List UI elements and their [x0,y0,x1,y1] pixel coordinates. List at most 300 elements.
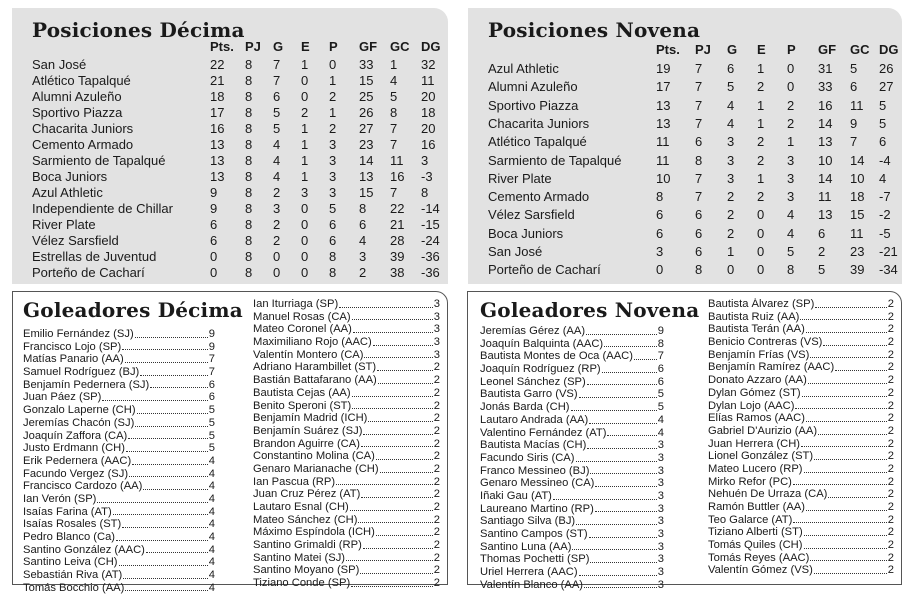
scorer-entry [480,427,664,440]
stat-p: 3 [787,170,795,186]
standings-row [468,78,902,96]
goal-count: 2 [887,348,894,361]
scorer-name: Mirko Refor (PC) [708,475,792,488]
stat-pts: 22 [210,57,225,72]
scorer-entry [480,439,664,452]
goal-count: 5 [208,416,215,429]
column-header-pts: Pts. [656,42,680,57]
goal-count: 4 [208,531,215,543]
standings-decima-panel [12,8,448,284]
scorer-entry [708,412,894,425]
stat-gc: 39 [390,249,405,264]
scorer-name: Teo Galarce (AT) [708,513,793,526]
scorer-entry [480,452,664,465]
scorer-name: Benjamín Suárez (SJ) [253,424,363,437]
stat-gf: 31 [818,61,833,76]
standings-header-row [12,38,448,56]
stat-e: 0 [757,244,765,259]
scorer-entry [23,556,215,569]
scorer-name: Genaro Marianache (CH) [253,462,379,475]
stat-g: 0 [727,262,735,278]
goal-count: 3 [433,323,440,336]
stat-e: 1 [301,153,309,168]
stat-g: 6 [727,61,735,76]
goal-count: 2 [887,310,894,323]
stat-g: 2 [273,185,281,200]
standings-row [468,261,902,279]
stat-dg: -7 [879,189,891,205]
stat-dg: -4 [879,152,891,168]
scorer-name: Elías Ramos (AAC) [708,412,805,425]
scorer-entry [708,450,894,463]
stat-p: 2 [329,121,337,136]
dot-leader [351,586,433,587]
scorer-entry [23,480,215,493]
stat-e: 1 [757,115,765,131]
scorer-name: Tiziano Conde (SP) [253,577,351,590]
stat-gf: 2 [359,265,367,280]
column-header-gf: GF [818,42,837,57]
stat-g: 3 [727,134,735,150]
goal-count: 2 [887,374,894,387]
goal-count: 2 [887,513,894,526]
stat-dg: -34 [879,262,898,278]
goal-count: 3 [657,540,664,553]
scorer-name: Benito Speroni (ST) [253,399,352,412]
scorer-entry [708,438,894,451]
stat-p: 0 [787,61,795,76]
scorer-entry [480,376,664,389]
scorer-name: Bautista Macías (CH) [480,439,587,452]
dot-leader [579,575,657,576]
dot-leader [358,522,432,523]
stat-gc: 5 [850,61,858,76]
dot-leader [595,486,656,487]
stat-pj: 8 [245,73,253,88]
goal-count: 2 [433,564,440,577]
goal-count: 4 [208,581,215,594]
dot-leader [804,472,887,473]
goal-count: 2 [433,361,440,374]
scorer-entry [480,553,664,566]
scorer-name: Manuel Rosas (CA) [253,310,351,323]
stat-gc: 38 [390,265,405,280]
goal-count: 4 [208,543,215,556]
stat-p: 3 [329,185,337,200]
scorer-entry [480,528,664,541]
goal-count: 7 [208,366,215,379]
standings-row [468,170,902,188]
stat-gc: 8 [390,105,398,120]
goal-count: 9 [208,340,215,353]
scorer-name: Juan Herrera (CH) [708,437,801,450]
goal-count: 2 [887,323,894,336]
dot-leader [122,349,208,350]
stat-pts: 19 [656,61,671,76]
stat-p: 4 [787,207,795,223]
stat-p: 5 [787,244,795,259]
goal-count: 2 [887,551,894,564]
stat-g: 4 [727,97,735,113]
stat-e: 1 [757,170,765,186]
goal-count: 3 [657,566,664,579]
standings-row [12,264,448,282]
column-header-e: E [757,42,766,57]
stat-gf: 14 [359,153,374,168]
team-name: Sportivo Piazza [32,105,123,120]
stat-dg: -5 [879,225,891,241]
scorer-entry [708,336,894,349]
stat-g: 1 [727,244,735,259]
dot-leader [590,562,656,563]
stat-p: 2 [787,115,795,131]
column-header-gc: GC [390,39,410,54]
dot-leader [135,337,208,338]
dot-leader [814,573,887,574]
stat-p: 3 [329,169,337,184]
stat-pj: 8 [245,249,253,264]
goal-count: 2 [433,513,440,526]
stat-gc: 1 [390,57,398,72]
scorer-entry [23,442,215,455]
scorers-column [23,328,215,594]
stat-dg: 8 [421,185,429,200]
standings-novena-title: Posiciones Novena [488,18,701,42]
dot-leader [815,307,886,308]
scorer-name: Erik Pedernera (AAC) [23,454,132,467]
dot-leader [373,345,433,346]
stat-dg: -36 [421,249,440,264]
stat-e: 0 [757,207,765,223]
stat-pj: 8 [245,233,253,248]
dot-leader [595,511,657,512]
standings-header-row [468,41,902,59]
dot-leader [113,514,208,515]
stat-gc: 14 [850,152,865,168]
stat-dg: 11 [421,73,435,88]
scorer-entry [708,526,894,539]
stat-e: 0 [757,262,765,278]
dot-leader [806,421,887,422]
stat-pts: 0 [210,249,218,264]
stat-pj: 6 [695,207,703,223]
scorer-name: Leonel Sánchez (SP) [480,375,586,388]
stat-p: 6 [329,217,337,232]
goal-count: 2 [887,450,894,463]
scorer-entry [253,526,440,539]
scorer-entry [253,501,440,514]
stat-pts: 11 [656,134,670,150]
stat-p: 8 [329,265,337,280]
goal-count: 4 [208,492,215,505]
scorer-name: Santino Luna (AA) [480,540,572,553]
scorer-name: Donato Azzaro (AA) [708,374,807,387]
stat-gc: 16 [390,169,405,184]
goal-count: 5 [657,401,664,414]
goal-count: 9 [657,325,664,337]
scorer-entry [23,417,215,430]
dot-leader [589,537,657,538]
stat-e: 0 [301,217,309,232]
stat-pj: 8 [245,57,253,72]
scorer-entry [480,566,664,579]
scorers-novena-title: Goleadores Novena [480,298,700,322]
stat-g: 5 [273,121,281,136]
stat-g: 7 [273,57,281,72]
team-name: Sarmiento de Tapalqué [488,152,622,168]
goal-count: 4 [208,480,215,493]
stat-gc: 7 [390,137,398,152]
goal-count: 2 [887,298,894,310]
scorer-name: Juan Cruz Pérez (AT) [253,488,361,501]
stat-pts: 13 [656,115,671,131]
dot-leader [339,307,433,308]
stat-p: 1 [329,105,337,120]
scorer-name: Gabriel D'Aurizio (AA) [708,424,818,437]
goal-count: 2 [433,462,440,475]
scorer-entry [480,363,664,376]
scorer-entry [708,349,894,362]
stat-pts: 3 [656,244,664,259]
column-header-dg: DG [879,42,899,57]
stat-pj: 8 [245,137,253,152]
scorer-entry [708,400,894,413]
dot-leader [140,375,207,376]
stat-gf: 13 [359,169,374,184]
stat-e: 2 [757,189,765,205]
scorer-entry [23,430,215,443]
scorer-entry [708,425,894,438]
scorer-entry [23,353,215,366]
stat-g: 3 [273,201,281,216]
scorer-entry [253,387,440,400]
stat-g: 2 [727,207,735,223]
goal-count: 2 [887,539,894,552]
column-header-pj: PJ [695,42,711,57]
stat-g: 5 [273,105,281,120]
dot-leader [380,472,433,473]
scorer-name: Bautista Montes de Oca (AAC) [480,350,633,363]
dot-leader [586,334,657,335]
scorer-name: Samuel Rodríguez (BJ) [23,366,140,379]
stat-p: 3 [329,137,337,152]
stat-pts: 6 [656,225,664,241]
scorer-name: Santino Leiva (CH) [23,556,118,569]
standings-decima-title: Posiciones Décima [32,18,245,42]
stat-pts: 0 [656,262,664,278]
stat-g: 3 [727,152,735,168]
goal-count: 3 [433,310,440,323]
dot-leader [823,345,886,346]
dot-leader [579,397,657,398]
stat-pts: 13 [210,137,225,152]
goal-count: 2 [433,399,440,412]
scorer-entry [253,552,440,565]
scorer-name: Francisco Lojo (SP) [23,340,122,353]
stat-pts: 13 [656,97,671,113]
stat-pts: 9 [210,185,218,200]
scorer-name: Mateo Sánchez (CH) [253,513,358,526]
scorer-entry [23,341,215,354]
goal-count: 2 [433,501,440,513]
stat-gf: 16 [818,97,833,113]
scorer-entry [253,374,440,387]
stat-p: 1 [787,134,795,150]
stat-g: 5 [727,79,735,95]
stat-dg: 5 [879,97,887,113]
scorer-name: Lautaro Andrada (AA) [480,413,589,426]
goal-count: 3 [657,439,664,452]
goal-count: 2 [887,386,894,399]
goal-count: 7 [657,350,664,363]
team-name: Azul Athletic [488,61,559,76]
dot-leader [361,497,432,498]
stat-dg: -2 [879,207,891,223]
stat-pj: 7 [695,79,703,95]
dot-leader [361,446,433,447]
scorer-name: Santino González (AAC) [23,543,145,556]
goal-count: 4 [208,505,215,518]
goal-count: 2 [433,526,440,539]
goal-count: 2 [887,475,894,488]
scorer-name: Tomás Reyes (AAC) [708,551,810,564]
scorer-entry [253,323,440,336]
dot-leader [150,387,208,388]
scorer-name: Tomás Quiles (CH) [708,539,803,552]
dot-leader [810,357,886,358]
dot-leader [607,435,656,436]
column-header-pj: PJ [245,39,261,54]
goal-count: 3 [657,515,664,528]
goal-count: 5 [208,404,215,417]
dot-leader [576,524,657,525]
scorer-name: Bautista Álvarez (SP) [708,298,815,310]
dot-leader [818,434,887,435]
scorers-column [480,325,664,591]
stat-gf: 14 [818,170,833,186]
scorers-column [708,298,894,577]
stat-pj: 7 [695,189,703,205]
goal-count: 4 [208,454,215,467]
dot-leader [804,548,887,549]
stat-pj: 6 [695,225,703,241]
scorer-name: Juan Páez (SP) [23,391,102,404]
team-name: Atlético Tapalqué [32,73,131,88]
dot-leader [810,560,886,561]
scorer-entry [708,564,894,577]
stat-e: 2 [757,79,765,95]
goal-count: 2 [887,399,894,412]
dot-leader [125,362,208,363]
scorer-name: Bautista Garro (VS) [480,388,578,401]
dot-leader [793,522,886,523]
dot-leader [102,400,207,401]
scorer-entry [708,361,894,374]
stat-e: 2 [757,134,765,150]
stat-gc: 28 [390,233,405,248]
team-name: Boca Juniors [488,225,564,241]
stat-p: 0 [329,57,337,72]
goal-count: 2 [433,412,440,425]
goal-count: 2 [887,412,894,425]
scorer-name: Ramón Buttler (AA) [708,501,805,513]
scorer-entry [23,455,215,468]
stat-gc: 21 [390,217,405,232]
stat-dg: -15 [421,217,440,232]
goal-count: 3 [433,298,440,310]
goal-count: 5 [657,388,664,401]
stat-gf: 33 [818,79,833,95]
dot-leader [793,484,887,485]
goal-count: 2 [433,475,440,488]
scorer-name: Jeremías Gérez (AA) [480,325,586,337]
dot-leader [129,476,208,477]
scorer-name: Jeremías Chacón (SJ) [23,416,135,429]
goal-count: 8 [657,337,664,350]
scorer-name: Facundo Vergez (SJ) [23,467,129,480]
stat-p: 0 [787,79,795,95]
stat-pj: 8 [245,105,253,120]
scorer-name: Dylan Lojo (AAC) [708,399,795,412]
stat-dg: 16 [421,137,436,152]
scorer-entry [23,493,215,506]
standings-row [468,243,902,261]
goal-count: 2 [433,437,440,450]
stat-e: 1 [757,97,765,113]
dot-leader [122,527,208,528]
scorer-name: Constantino Molina (CA) [253,450,375,463]
scorer-entry [253,349,440,362]
scorer-name: Bautista Terán (AA) [708,323,805,336]
stat-g: 0 [273,265,281,280]
scorer-name: Sebastián Riva (AT) [23,569,123,582]
team-name: Porteño de Cacharí [32,265,145,280]
goal-count: 3 [657,464,664,477]
stat-pts: 16 [210,121,225,136]
stat-g: 2 [727,189,735,205]
scorer-entry [253,425,440,438]
stat-e: 0 [301,265,309,280]
stat-dg: 32 [421,57,436,72]
stat-e: 0 [301,201,309,216]
dot-leader [377,370,433,371]
scorer-entry [23,506,215,519]
scorer-name: Benicio Contreras (VS) [708,336,823,349]
goal-count: 2 [433,488,440,501]
goal-count: 2 [433,551,440,564]
stat-pts: 18 [210,89,225,104]
stat-pj: 7 [695,115,703,131]
stat-gc: 10 [850,170,865,186]
scorer-entry [708,311,894,324]
standings-row [468,188,902,206]
dot-leader [146,552,208,553]
stat-e: 0 [301,73,309,88]
team-name: Alumni Azuleño [488,79,578,95]
dot-leader [123,578,207,579]
standings-row [468,152,902,170]
dot-leader [346,560,433,561]
column-header-pts: Pts. [210,39,234,54]
team-name: San José [32,57,87,72]
scorer-name: Santino Moyano (SP) [253,564,360,577]
stat-gc: 4 [390,73,398,88]
stat-dg: -21 [879,244,898,259]
stat-pts: 17 [656,79,671,95]
dot-leader [376,459,433,460]
dot-leader [352,319,433,320]
stat-pj: 8 [245,89,253,104]
